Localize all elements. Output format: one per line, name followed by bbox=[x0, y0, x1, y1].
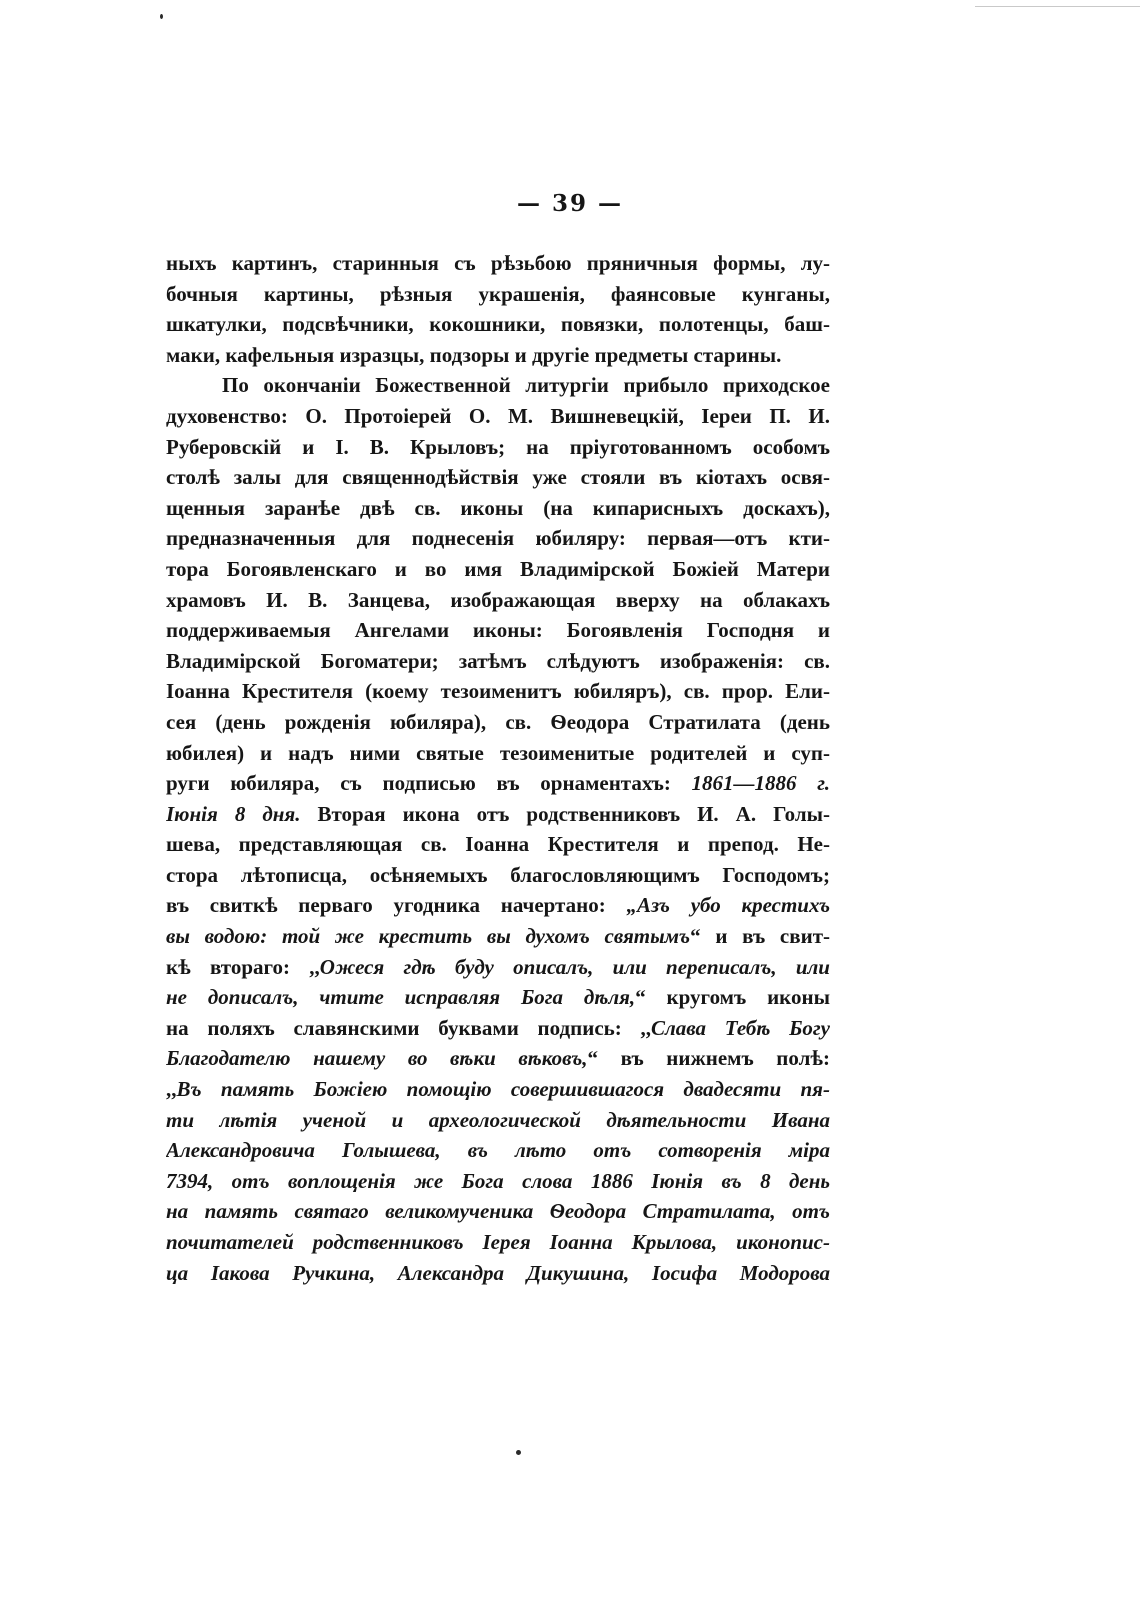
paragraph-first-line: По окончаніи Божественной литургіи прибыло приходское bbox=[222, 373, 830, 398]
text-line-mixed bbox=[166, 768, 830, 799]
text-line: духовенство: О. Протоіерей О. М. Вишневецкій, Іереи П. И. bbox=[166, 403, 830, 428]
text-line: маки, кафельныя изразцы, подзоры и другіе предметы старины. bbox=[166, 342, 782, 367]
text-line: храмовъ И. В. Занцева, изображающая вверху на облакахъ bbox=[166, 587, 830, 612]
italic-segment: не дописалъ, чтите исправляя Бога дѣля, bbox=[166, 985, 636, 1010]
italic-segment: 1861—1886 г. bbox=[691, 771, 830, 796]
text-line-mixed bbox=[166, 982, 830, 1013]
text-segment: руги юбиляра, съ подписью въ орнаментахъ: bbox=[166, 771, 692, 796]
italic-segment: Іюнія 8 дня. bbox=[166, 801, 301, 826]
italic-segment: на память святаго великомученика Ѳеодора Стратилата, отъ bbox=[166, 1199, 830, 1224]
text-line: ныхъ картинъ, старинныя съ рѣзьбою пряничныя формы, лу- bbox=[166, 251, 830, 275]
italic-segment: 7394, отъ воплощенія же Бога слова 1886 Іюнія въ 8 день bbox=[166, 1168, 830, 1193]
text-segment: “ кругомъ иконы bbox=[635, 985, 830, 1010]
text-line: стора лѣтописца, осѣняемыхъ благословляющимъ Господомъ; bbox=[166, 862, 830, 887]
text-segment: “ въ нижнемъ полѣ: bbox=[587, 1046, 830, 1071]
text-line-mixed bbox=[166, 1043, 830, 1074]
text-line: столѣ залы для священнодѣйствія уже стояли въ кіотахъ освя- bbox=[166, 465, 830, 490]
text-line-mixed bbox=[166, 1227, 830, 1258]
italic-segment: Слава Тебѣ Богу bbox=[651, 1015, 830, 1040]
text-line-mixed bbox=[166, 1196, 830, 1227]
text-line: бочныя картины, рѣзныя украшенія, фаянсовые кунганы, bbox=[166, 281, 830, 306]
body-text bbox=[166, 248, 830, 1288]
italic-segment: ца Іакова Ручкина, Александра Дикушина, Іосифа Модорова bbox=[166, 1260, 830, 1285]
page-number: — 39 — bbox=[516, 190, 624, 217]
italic-segment: Благодателю нашему во вѣки вѣковъ, bbox=[166, 1046, 588, 1071]
text-line: юбилея) и надъ ними святые тезоименитые родителей и суп- bbox=[166, 740, 830, 765]
text-segment: “ и въ свит- bbox=[690, 924, 830, 949]
text-line: Іоанна Крестителя (коему тезоименитъ юбиляръ), св. прор. Ели- bbox=[166, 679, 830, 704]
text-segment: въ свиткѣ перваго угодника начертано: bbox=[166, 893, 627, 918]
print-speck-bottom bbox=[516, 1450, 521, 1455]
italic-segment: „Азъ убо крестихъ bbox=[626, 893, 830, 918]
text-line-mixed bbox=[166, 1105, 830, 1136]
text-line-mixed bbox=[166, 1074, 830, 1105]
text-line-mixed bbox=[166, 1166, 830, 1197]
italic-segment: вы водою: той же крестить вы духомъ святымъ bbox=[166, 924, 691, 949]
text-segment: кѣ втораго: ,, bbox=[166, 954, 320, 979]
text-line: щенныя заранѣе двѣ св. иконы (на кипарисныхъ доскахъ), bbox=[166, 495, 830, 520]
text-segment: ,, bbox=[166, 1077, 177, 1102]
text-line: шкатулки, подсвѣчники, кокошники, повязки, полотенцы, баш- bbox=[166, 312, 830, 337]
print-speck-top bbox=[160, 14, 163, 19]
italic-segment: ти лѣтія ученой и археологической дѣятельности Ивана bbox=[166, 1107, 830, 1132]
italic-segment: Ожеся гдѣ буду описалъ, или переписалъ, или bbox=[319, 954, 830, 979]
text-line: Руберовскій и І. В. Крыловъ; на пріуготованномъ особомъ bbox=[166, 434, 830, 459]
text-line-mixed bbox=[166, 921, 830, 952]
italic-segment: Въ память Божіею помощію совершившагося двадесяти пя- bbox=[176, 1077, 830, 1102]
text-line: предназначенныя для поднесенія юбиляру: первая—отъ кти- bbox=[166, 526, 830, 551]
text-line: тора Богоявленскаго и во имя Владимірской Божіей Матери bbox=[166, 556, 830, 581]
italic-segment: почитателей родственниковъ Іерея Іоанна Крылова, иконопис- bbox=[166, 1230, 830, 1254]
text-line: сея (день рожденія юбиляра), св. Ѳеодора Стратилата (день bbox=[166, 709, 830, 734]
text-line-mixed bbox=[166, 1013, 830, 1044]
text-line-mixed bbox=[166, 952, 830, 983]
italic-segment: Александровича Голышева, въ лѣто отъ сотворенія міра bbox=[166, 1138, 830, 1163]
text-segment: Вторая икона отъ родственниковъ И. А. Голы- bbox=[300, 801, 830, 826]
top-edge-rule bbox=[975, 6, 1140, 7]
text-line: шева, представляющая св. Іоанна Крестителя и препод. Не- bbox=[166, 832, 830, 857]
text-line-mixed bbox=[166, 799, 830, 830]
text-line: Владимірской Богоматери; затѣмъ слѣдуютъ изображенія: св. bbox=[166, 648, 830, 673]
text-line-mixed bbox=[166, 1258, 830, 1289]
text-segment: на поляхъ славянскими буквами подпись: ,, bbox=[166, 1015, 651, 1040]
text-line-mixed bbox=[166, 1135, 830, 1166]
text-line-mixed bbox=[166, 890, 830, 921]
text-line: поддерживаемыя Ангелами иконы: Богоявленія Господня и bbox=[166, 618, 830, 643]
